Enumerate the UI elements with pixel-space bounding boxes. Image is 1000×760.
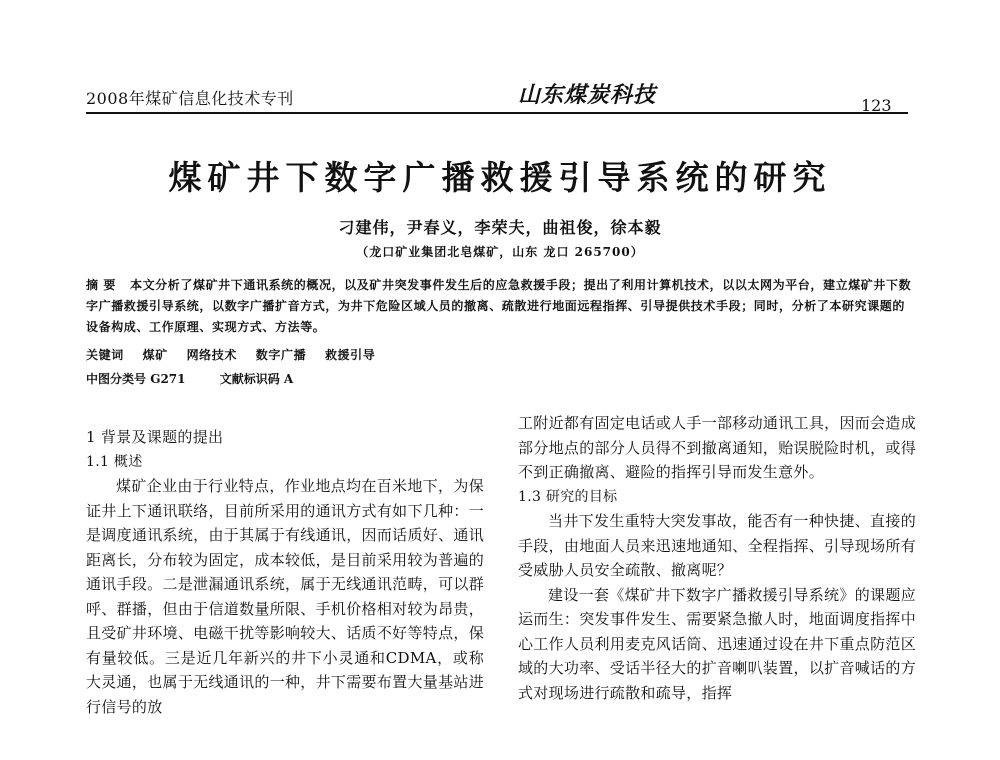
header-rule: [86, 112, 908, 114]
journal-name: 山东煤炭科技: [518, 82, 657, 108]
keyword: 救援引导: [324, 348, 376, 362]
subsection-heading: 1.1 概述: [86, 453, 143, 470]
keyword: 网络技术: [186, 348, 237, 362]
class-number-label: 中图分类号: [86, 372, 147, 386]
class-number: G271: [150, 372, 186, 386]
author-affiliation: （龙口矿业集团北皂煤矿，山东 龙口 265700）: [356, 245, 644, 259]
classification-line: [86, 370, 912, 387]
right-column: [518, 411, 916, 705]
journal-issue: 2008年煤矿信息化技术专刊: [86, 89, 294, 108]
section-heading: 1 背景及课题的提出: [86, 428, 224, 446]
left-column: [86, 425, 484, 719]
author-list: 刁建伟，尹春义，李荣夫，曲祖俊，徐本毅: [338, 218, 662, 237]
paper-title: 煤矿井下数字广播救援引导系统的研究: [168, 158, 832, 197]
page-number: 123: [861, 96, 892, 115]
body-paragraph: 煤矿企业由于行业特点，作业地点均在百米地下，为保证井上下通讯联络，目前所采用的通讯方式有如下几种：一是调度通讯系统，由于其属于有线通讯，因而话质好、通讯距离长，分布较为固定，成本较低，是目前采用较为普遍的通讯手段。二是泄漏通讯系统，属于无线通讯范畴，可以群呼、群播，但由于信道数量所限、手机价格相对较为昂贵，且受矿井环境、电磁干扰等影响较大、话质不好等特点，保有量较低。三是近几年新兴的井下小灵通和CDMA，或称大灵通，也属于无线通讯的一种，井下需要布置大量基站进行信号的放: [86, 477, 484, 716]
subsection-heading: 1.3 研究的目标: [518, 488, 618, 505]
keyword: 数字广播: [255, 348, 307, 362]
keywords: [86, 346, 912, 363]
body-paragraph: 当井下发生重特大突发事故，能否有一种快捷、直接的手段，由地面人员来迅速地通知、全程指挥、引导现场所有受威胁人员安全疏散、撤离呢？: [518, 512, 916, 579]
document-code: A: [283, 372, 294, 386]
body-paragraph: 工附近都有固定电话或人手一部移动通讯工具，因而会造成部分地点的部分人员得不到撤离通知，贻误脱险时机，或得不到正确撤离、避险的指挥引导而发生意外。: [518, 414, 916, 481]
abstract-label: 摘 要: [86, 278, 116, 292]
body-paragraph: 建设一套《煤矿井下数字广播救援引导系统》的课题应运而生：突发事件发生、需要紧急撤人时，地面调度指挥中心工作人员利用麦克风话筒、迅速通过设在井下重点防范区域的大功率、受话半径大的扩音喇叭装置，以扩音喊话的方式对现场进行疏散和疏导，指挥: [518, 585, 916, 702]
abstract: [86, 275, 912, 338]
keyword: 煤矿: [142, 348, 168, 362]
keywords-label: 关键词: [86, 348, 124, 362]
document-code-label: 文献标识码: [219, 372, 280, 386]
abstract-text: 本文分析了煤矿井下通讯系统的概况，以及矿井突发事件发生后的应急救援手段；提出了利用计算机技术，以以太网为平台，建立煤矿井下数字广播救援引导系统，以数字广播扩音方式，为井下危险区域人员的撤离、疏散进行地面远程指挥、引导提供技术手段；同时，分析了本研究课题的设备构成、工作原理、实现方式、方法等。: [86, 278, 912, 334]
